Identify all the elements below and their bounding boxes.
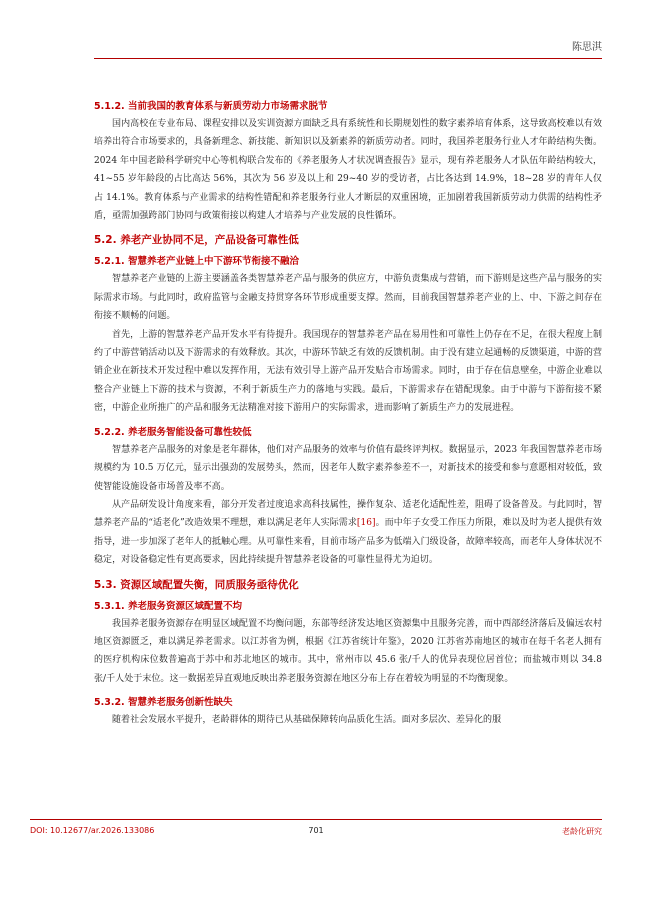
- journal-name: 老龄化研究: [562, 827, 602, 836]
- header-divider: [94, 58, 602, 59]
- paragraph-5-2-2-2-text-b: 。而中年子女受工作压力所限，难以及时为老人提供有效指导，进一步加深了老年人的抵触心理。从可靠性来看，目前市场产品多为低端入门级设备，故障率较高，而老年人身体状况不稳定，对设备稳定性有更高要求，因此持续提升智慧养老设备的可靠性显得尤为迫切。: [94, 518, 602, 566]
- heading-5-2: 5.2. 养老产业协同不足，产品设备可靠性低: [94, 234, 299, 247]
- heading-5-3: 5.3. 资源区域配置失衡，同质服务亟待优化: [94, 578, 299, 591]
- heading-5-2-1: 5.2.1. 智慧养老产业链上中下游环节衔接不融洽: [94, 256, 299, 268]
- paragraph-5-2-1-1: 智慧养老产业链的上游主要涵盖各类智慧养老产品与服务的供应方，中游负责集成与营销，而下游则是这些产品与服务的实际需求市场。与此同时，政府监管与金融支持贯穿各环节形成重要支撑。然而，目前我国智慧养老产业的上、中、下游之间存在衔接不顺畅的问题。: [94, 274, 602, 322]
- paragraph-5-2-2-2-text-a: 从产品研发设计角度来看，部分开发者过度追求高科技属性，操作复杂、适老化适配性差，阻碍了设备普及。与此同时，智慧养老产品的“适老化”改造效果不理想，难以满足老年人实际需求: [94, 499, 602, 529]
- paragraph-5-2-1-2: 首先，上游的智慧养老产品开发水平有待提升。我国现存的智慧养老产品在易用性和可靠性上仍存在不足，在很大程度上制约了中游营销活动以及下游需求的有效释放。其次，中游环节缺乏有效的反馈机制。由于没有建立起通畅的反馈渠道，中游的营销企业在新技术开发过程中难以发挥作用，无法有效引导上游产品开发贴合市场需求。同时，由于存在信息壁垒，中游企业难以整合产业链上下游的技术与资源，不利于新质生产力的落地与实践。最后，下游需求存在错配现象。由于中游与下游衔接不紧密，中游企业所推广的产品和服务无法精准对接下游用户的实际需求，进而影响了新质生产力的发展进程。: [94, 329, 602, 414]
- paragraph-5-3-1-1: 我国养老服务资源存在明显区域配置不均衡问题，东部等经济发达地区资源集中且服务完善，而中西部经济落后及偏远农村地区资源匮乏，难以满足养老需求。以江苏省为例，根据《江苏省统计年鉴》，2020 江苏省苏南地区的城市在每千名老人拥有的医疗机构床位数普遍高于苏中和苏北地区的城市。其中，常州市以 45.6 张/千人的优异表现位居首位；而盐城市则以 34.8 张/千人处于末位。这一数据差异直观地反映出养老服务资源在地区分布上存在着较为明显的不均衡现象。: [94, 618, 602, 684]
- heading-5-3-1: 5.3.1. 养老服务资源区域配置不均: [94, 600, 242, 612]
- footer-divider: [30, 819, 602, 820]
- heading-5-1-2: 5.1.2. 当前我国的教育体系与新质劳动力市场需求脱节: [94, 101, 328, 112]
- page-number: 701: [308, 826, 324, 835]
- paragraph-5-2-2-2: [94, 496, 602, 570]
- citation-link-16[interactable]: [16]: [356, 518, 376, 529]
- article-body: [94, 92, 602, 730]
- doi-link[interactable]: DOI: 10.12677/ar.2026.133086: [30, 826, 155, 835]
- header-author: 陈思淇: [572, 42, 602, 53]
- heading-5-2-2: 5.2.2. 养老服务智能设备可靠性较低: [94, 426, 252, 438]
- page-footer: [30, 826, 602, 840]
- heading-5-3-2: 5.3.2. 智慧养老服务创新性缺失: [94, 697, 233, 709]
- paragraph-5-1-2-1: 国内高校在专业布局、课程安排以及实训资源方面缺乏具有系统性和长期规划性的数字素养培育体系，这导致高校难以有效培养出符合市场要求的，具备新理念、新技能、新知识以及新素养的新质劳动者。同时，我国养老服务行业人才年龄结构失衡。2024 年中国老龄科学研究中心等机构联合发布的《养老服务人才状况调查报告》显示，现有养老服务人才队伍年龄结构较大，41~55 岁年龄段的占比高达 56%，其次为 56 岁及以上和 29~40 岁的受访者，占比各达到 14.9%，18~28 岁的青年人仅占 14.1%。教育体系与产业需求的结构性错配和养老服务行业人才断层的双重困境，正加剧着我国新质劳动力供需的结构性矛盾，亟需加强跨部门协同与政策衔接以构建人才培养与产业发展的良性循环。: [94, 119, 602, 222]
- paragraph-5-2-2-1: 智慧养老产品服务的对象是老年群体，他们对产品服务的效率与价值有最终评判权。数据显示，2023 年我国智慧养老市场规模约为 10.5 万亿元，显示出强劲的发展势头，然而，因老年人数字素养参差不一，对新技术的接受和参与意愿相对较低，致使智能设施设备市场普及率不高。: [94, 444, 602, 492]
- paragraph-5-3-2-1: 随着社会发展水平提升，老龄群体的期待已从基础保障转向品质化生活。面对多层次、差异化的服: [112, 715, 502, 726]
